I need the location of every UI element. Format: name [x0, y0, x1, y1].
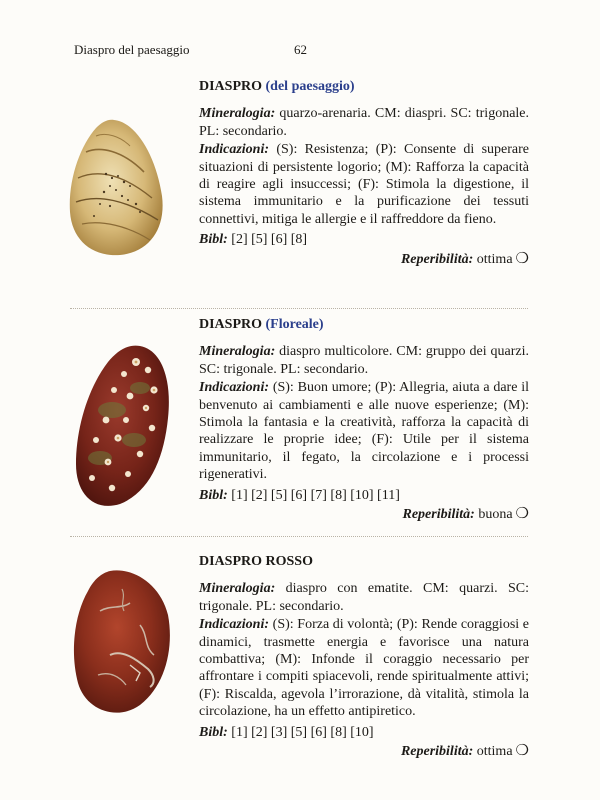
stone-variant: (del paesaggio) [265, 79, 355, 94]
circle-mark-icon: ❍ [515, 506, 529, 523]
mineralogia-text: quarzo-arenaria. CM: diaspri. SC: trigonale. PL: secondario. [199, 106, 530, 139]
bibliography [199, 231, 529, 248]
reperibilita-value: ottima [476, 744, 513, 760]
stone-name: DIASPRO [199, 79, 263, 94]
red-jasper-stone-icon [70, 565, 174, 715]
reperibilita-label: Reperibilità: [400, 744, 474, 760]
mineralogia-label: Mineralogia: [199, 106, 276, 122]
indicazioni [199, 379, 529, 483]
bibl-label: Bibl: [199, 232, 228, 248]
entry-heading [199, 78, 529, 95]
bibl-label: Bibl: [199, 724, 228, 740]
entry-heading [199, 316, 529, 333]
mineralogia-text: diaspro con ematite. CM: quarzi. SC: trigonale. PL: secondario. [199, 581, 530, 614]
bibliography [199, 487, 529, 504]
entry-heading [199, 553, 529, 570]
running-head [74, 40, 464, 60]
indicazioni [199, 141, 529, 228]
bibl-refs: [2] [5] [6] [8] [231, 232, 308, 248]
bibl-refs: [1] [2] [3] [5] [6] [8] [10] [231, 724, 374, 740]
entry-text [199, 316, 529, 523]
indicazioni-text: (S): Forza di volontà; (P): Rende coraggiosi e dinamici, trasmette energia e favorisce una natura combattiva; (M): Infonde il coraggio necessario per affrontare i compiti spiacevoli, rende spiritualmente attivi; (F): Riscalda, agevola l’irrorazione, dà vitalità, stimola la circolazione, ha un effetto antipiretico. [199, 617, 530, 720]
entry-text [199, 78, 529, 268]
stone-name: DIASPRO ROSSO [199, 554, 313, 569]
running-head-title: Diaspro del paesaggio [74, 42, 190, 57]
mineralogia [199, 580, 529, 615]
indicazioni-label: Indicazioni: [199, 380, 270, 396]
reperibilita-label: Reperibilità: [400, 251, 474, 267]
bibl-label: Bibl: [199, 487, 228, 503]
indicazioni-text: (S): Resistenza; (P): Consente di superare situazioni di persistente logorio; (M): Rafforza la capacità di reagire agli insuccessi; (F): Stimola la digestione, il sistema immunitario e la purificazione dei tessuti connettivi, mitiga le allergie e il raffreddore da fieno. [199, 142, 530, 227]
reperibilita-value: ottima [476, 251, 513, 267]
entry-text [199, 553, 529, 760]
indicazioni-label: Indicazioni: [199, 142, 270, 158]
divider [70, 536, 528, 537]
floral-jasper-stone-icon [70, 340, 174, 508]
page-number: 62 [294, 42, 307, 57]
reperibilita-label: Reperibilità: [402, 507, 475, 523]
landscape-jasper-stone-icon [66, 116, 166, 258]
mineralogia-label: Mineralogia: [199, 344, 276, 360]
reperibilita-value: buona [478, 507, 513, 523]
entry-diaspro-floreale [0, 308, 600, 533]
indicazioni-text: (S): Buon umore; (P): Allegria, aiuta a dare il benvenuto ai cambiamenti e alle nuove esperienze; (M): Stimola la fantasia e la creatività, rafforza la capacità di realizzare le proprie idee; (F): Utile per il sistema immunitario, il fegato, la circolazione e i processi rigenerativi. [199, 380, 529, 483]
indicazioni [199, 616, 529, 720]
bibl-refs: [1] [2] [5] [6] [7] [8] [10] [11] [231, 487, 400, 503]
mineralogia-label: Mineralogia: [199, 581, 276, 597]
circle-mark-icon: ❍ [515, 250, 529, 267]
indicazioni-label: Indicazioni: [199, 617, 270, 633]
reperibilita [199, 251, 529, 268]
entry-diaspro-paesaggio [0, 72, 600, 304]
circle-mark-icon: ❍ [515, 743, 529, 760]
mineralogia [199, 343, 529, 378]
stone-name: DIASPRO [199, 317, 263, 332]
entry-diaspro-rosso [0, 545, 600, 780]
mineralogia [199, 105, 529, 140]
mineralogia-text: diaspro multicolore. CM: gruppo dei quarzi. SC: trigonale. PL: secondario. [199, 344, 529, 377]
reperibilita [199, 506, 529, 523]
bibliography [199, 724, 529, 741]
stone-variant: (Floreale) [265, 317, 324, 332]
reperibilita [199, 743, 529, 760]
